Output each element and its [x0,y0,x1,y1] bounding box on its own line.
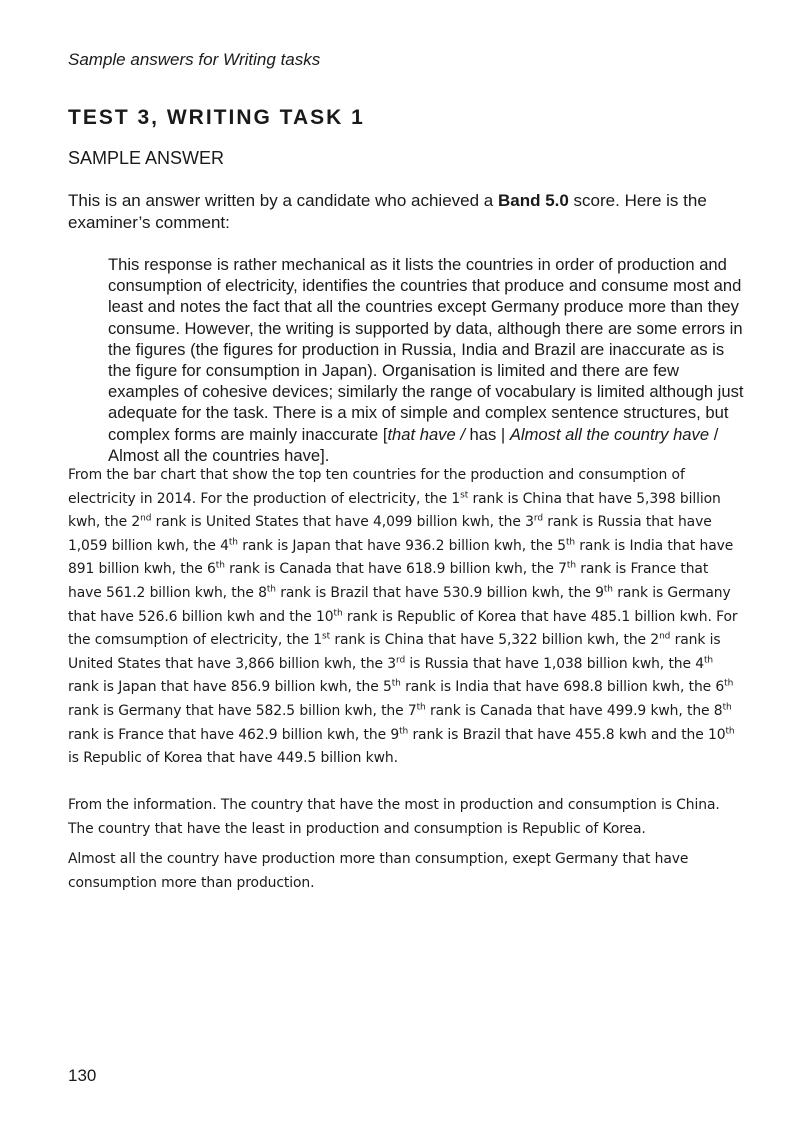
answer-text-segment: rank is Brazil that have 455.8 kwh and the 10 [408,726,726,743]
ordinal-suffix: th [565,537,575,548]
comment-end: / Almost all the countries have]. [108,424,719,465]
answer-paragraph-1 [68,464,744,771]
answer-text-segment: From the bar chart that show the top ten countries for the production and consumption of electricity in 2014. For the production of electricity, the 1 [68,467,685,507]
answer-text-segment: rank is Russia that have 1,059 billion kwh, the 4 [68,514,712,554]
answer-text-segment: rank is France that have 462.9 billion kwh, the 9 [68,726,400,743]
answer-text-segment: is Russia that have 1,038 billion kwh, the 4 [405,655,704,672]
intro-paragraph [68,190,748,234]
ordinal-suffix: rd [396,655,406,666]
ordinal-suffix: th [399,725,409,736]
answer-text-segment: rank is Japan that have 856.9 billion kwh, the 5 [68,679,392,696]
ordinal-suffix: st [322,631,331,642]
answer-text-segment: rank is Germany that have 582.5 billion kwh, the 7 [68,702,417,719]
answer-text-segment: rank is Japan that have 936.2 billion kwh, the 5 [237,537,566,554]
ordinal-suffix: th [566,560,576,571]
ordinal-suffix: th [416,702,426,713]
answer-text-segment: rank is United States that have 4,099 billion kwh, the 3 [151,514,534,531]
sample-answer-label: SAMPLE ANSWER [68,148,225,168]
answer-text-segment: rank is France that have 561.2 billion kwh, the 8 [68,561,709,601]
ordinal-suffix: nd [659,631,671,642]
comment-italic-example-2: Almost all the country have [509,424,710,444]
ordinal-suffix: th [603,584,613,595]
test-heading: TEST 3, WRITING TASK 1 [68,106,365,129]
answer-text-segment: rank is United States that have 3,866 billion kwh, the 3 [68,632,721,672]
running-head: Sample answers for Writing tasks [68,50,321,69]
ordinal-suffix: th [704,655,714,666]
ordinal-suffix: th [333,607,343,618]
ordinal-suffix: th [722,702,732,713]
answer-text-segment: is Republic of Korea that have 449.5 billion kwh. [68,750,398,767]
answer-text-segment: rank is China that have 5,398 billion kwh, the 2 [68,490,721,531]
comment-mid: has | [464,424,510,444]
examiner-comment [108,254,748,466]
ordinal-suffix: th [215,560,225,571]
answer-text-segment: rank is Canada that have 499.9 kwh, the 8 [425,702,723,719]
comment-italic-example-1: that have / [387,424,465,444]
answer-text-segment: rank is Canada that have 618.9 billion kwh, the 7 [224,561,567,578]
band-score: Band 5.0 [497,191,569,210]
answer-text-segment: rank is India that have 698.8 billion kwh, the 6 [400,679,725,696]
ordinal-suffix: rd [533,513,543,524]
answer-paragraph-2: From the information. The country that have the most in production and consumption is China. The country that have the least in production and consumption is Republic of Korea. [68,797,720,837]
answer-text-segment: rank is India that have 891 billion kwh, the 6 [68,537,734,578]
intro-text-end: score. Here is the examiner’s comment: [68,191,707,232]
comment-main: This response is rather mechanical as it lists the countries in order of production and consumption of electricity, identifies the countries that produce and consume most and least and notes the fact that all the countries except Germany produce more than they consume. However, the writing is supported by data, although there are some errors in the figures (the figures for production in Russia, India and Brazil are inaccurate as is the figure for consumption in Japan). Organisation is limited and there are few examples of cohesive devices; similarly the range of vocabulary is limited although just adequate for the task. There is a mix of simple and complex sentence structures, but complex forms are mainly inaccurate [ [108,255,744,444]
ordinal-suffix: th [724,678,734,689]
ordinal-suffix: st [460,489,469,500]
ordinal-suffix: th [391,678,401,689]
ordinal-suffix: th [725,725,735,736]
answer-paragraph-3: Almost all the country have production more than consumption, exept Germany that have consumption more than production. [68,851,689,891]
page-number: 130 [68,1066,97,1085]
intro-text: This is an answer written by a candidate who achieved a [68,191,498,210]
answer-text-segment: rank is Germany that have 526.6 billion kwh and the 10 [68,584,731,625]
ordinal-suffix: th [228,537,238,548]
ordinal-suffix: nd [140,513,152,524]
answer-text-segment: rank is Republic of Korea that have 485.1 billion kwh. For the comsumption of electricity, the 1 [68,608,738,649]
answer-text-segment: rank is Brazil that have 530.9 billion kwh, the 9 [275,584,604,601]
ordinal-suffix: th [266,584,276,595]
answer-text-segment: rank is China that have 5,322 billion kwh, the 2 [330,632,660,649]
